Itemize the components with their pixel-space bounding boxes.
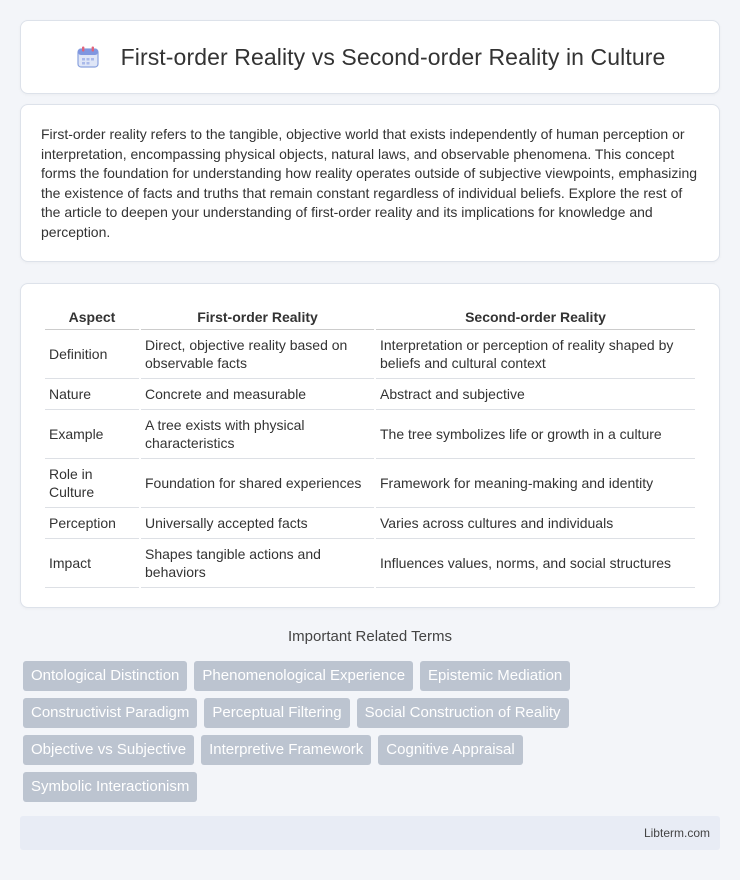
table-cell-first: Shapes tangible actions and behaviors xyxy=(141,539,374,588)
table-cell-aspect: Impact xyxy=(45,539,139,588)
intro-text: First-order reality refers to the tangible, objective world that exists independently of human perception or interpretation, encompassing physical objects, natural laws, and observable phenomena. This concept forms the foundation for understanding how reality operates outside of subjective viewpoints, emphasizing the existence of facts and truths that remain constant regardless of individual beliefs. Explore the rest of the article to deepen your understanding of first-order reality and its implications for knowledge and perception. xyxy=(41,126,698,240)
table-row xyxy=(45,459,695,508)
table-cell-aspect: Example xyxy=(45,410,139,459)
tag-row xyxy=(23,735,723,765)
related-term-tag[interactable]: Symbolic Interactionism xyxy=(23,772,197,802)
table-cell-first: Foundation for shared experiences xyxy=(141,459,374,508)
header-first-order: First-order Reality xyxy=(141,304,374,330)
table-cell-second: Influences values, norms, and social structures xyxy=(376,539,695,588)
related-term-tag[interactable]: Constructivist Paradigm xyxy=(23,698,197,728)
table-cell-aspect: Nature xyxy=(45,379,139,410)
table-cell-first: A tree exists with physical characteristics xyxy=(141,410,374,459)
related-term-tag[interactable]: Epistemic Mediation xyxy=(420,661,570,691)
tag-row xyxy=(23,772,723,802)
table-cell-second: The tree symbolizes life or growth in a culture xyxy=(376,410,695,459)
footer-site-link[interactable]: Libterm.com xyxy=(643,826,710,840)
table-row xyxy=(45,508,695,539)
tag-row xyxy=(23,698,723,728)
tag-row xyxy=(23,661,723,691)
title-wrap xyxy=(75,44,666,71)
comparison-table xyxy=(43,304,697,588)
related-terms-title: Important Related Terms xyxy=(288,628,452,645)
table-cell-second: Abstract and subjective xyxy=(376,379,695,410)
footer xyxy=(20,816,720,850)
table-cell-first: Direct, objective reality based on observable facts xyxy=(141,330,374,379)
page-title: First-order Reality vs Second-order Reality in Culture xyxy=(120,43,666,70)
related-term-tag[interactable]: Objective vs Subjective xyxy=(23,735,194,765)
table-row xyxy=(45,330,695,379)
related-term-tag[interactable]: Perceptual Filtering xyxy=(204,698,349,728)
header-second-order: Second-order Reality xyxy=(376,304,695,330)
table-cell-aspect: Definition xyxy=(45,330,139,379)
related-term-tag[interactable]: Social Construction of Reality xyxy=(357,698,569,728)
comparison-table-card xyxy=(20,283,720,608)
table-cell-aspect: Perception xyxy=(45,508,139,539)
table-cell-first: Universally accepted facts xyxy=(141,508,374,539)
table-row xyxy=(45,379,695,410)
table-cell-first: Concrete and measurable xyxy=(141,379,374,410)
table-cell-second: Varies across cultures and individuals xyxy=(376,508,695,539)
calendar-icon xyxy=(75,44,101,70)
table-row xyxy=(45,410,695,459)
related-terms-tags xyxy=(23,661,723,809)
table-cell-aspect: Role in Culture xyxy=(45,459,139,508)
related-term-tag[interactable]: Ontological Distinction xyxy=(23,661,187,691)
related-term-tag[interactable]: Interpretive Framework xyxy=(201,735,371,765)
header-aspect: Aspect xyxy=(45,304,139,330)
intro-card xyxy=(20,104,720,262)
related-term-tag[interactable]: Phenomenological Experience xyxy=(194,661,413,691)
table-cell-second: Framework for meaning-making and identity xyxy=(376,459,695,508)
related-term-tag[interactable]: Cognitive Appraisal xyxy=(378,735,522,765)
table-header-row xyxy=(45,304,695,330)
header-card xyxy=(20,20,720,94)
table-row xyxy=(45,539,695,588)
table-cell-second: Interpretation or perception of reality shaped by beliefs and cultural context xyxy=(376,330,695,379)
